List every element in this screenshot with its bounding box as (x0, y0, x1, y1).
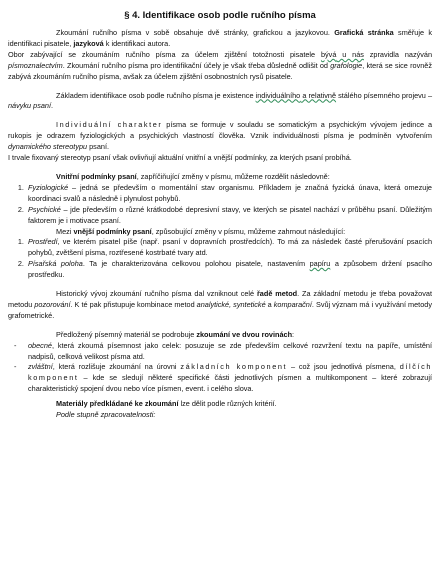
list-item-text: – což jsou jednotlivá písmena, (287, 362, 400, 372)
list-item (26, 259, 432, 281)
text: , způsobující změny v písmu, můžeme zahrnout následující: (151, 226, 346, 236)
text: : (292, 329, 295, 339)
text: . K té pak přistupuje kombinace metod (70, 299, 197, 309)
bold-term: řadě metod (256, 289, 298, 299)
bold-term-linguistic: jazyková (73, 38, 104, 48)
paragraph-external (8, 227, 432, 238)
text: , která se sice rovněž zabývá zkoumáním ručního písma, avšak za účelem zjištění osobnostních rysů pisatele. (8, 60, 432, 81)
list-item-text: – jde především o různé krátkodobé depresivní stavy, ve kterých se pisatel nachází v průběhu psaní. Důležitým faktorem je i motivace psaní. (28, 204, 432, 225)
text: . (51, 101, 54, 111)
italic-term: písmoznalectvím (8, 60, 63, 70)
list-item-text: . Ta je charakterizována celkovou polohou pisatele, nastavením (82, 259, 310, 269)
list-item (26, 205, 432, 227)
list-item-text: – jedná se především o momentální stav organismu. Příkladem je značná fyzická únava, která omezuje koordinaci svalů a následně i plynulost pohybů. (28, 182, 432, 203)
italic-term: analytické, syntetické (196, 299, 266, 309)
text: stálého písemného projevu – (336, 90, 432, 100)
italic-line: Podle stupně zpracovatelnosti: (56, 410, 156, 420)
list-item-label: Psychické (28, 204, 61, 214)
spellcheck-word: individuálního (255, 90, 301, 100)
italic-term: dynamického stereotypu (8, 142, 88, 152)
text: Mezi (56, 226, 74, 236)
text: . Zkoumání ručního písma pro identifikační účely je však třeba důsledně odlišit od (62, 60, 331, 70)
text: směřuje k identifikaci pisatele, (8, 28, 432, 48)
paragraph-internal (8, 172, 432, 183)
list-internal-conditions (8, 183, 432, 227)
list-item-text: , která zkoumá písemnost jako celek: posuzuje se zde především celkové rozvržení textu na papíře, umístění nadpisů, celková velikost písma atd. (28, 340, 432, 361)
text: k identifikaci autora. (103, 38, 171, 48)
text: písma se formuje v souladu se somatickým a psychickým vývojem jedince a rukopis je odrazem fyziologických a psychických vlastností člověka. Vznik individuálnosti písma je podmíněn vytvořením (8, 120, 433, 141)
paragraph-processability (8, 410, 432, 421)
list-item (26, 362, 432, 395)
spellcheck-word: papíru (309, 259, 331, 269)
italic-term: komparační (273, 299, 312, 309)
list-item-text: a způsobem držení psacího prostředku. (28, 259, 432, 280)
list-item (26, 183, 432, 205)
paragraph-fixed: I trvale fixovaný stereotyp psaní však ovlivňují aktuální vnitřní a vnější podmínky, za kterých psaní probíhá. (8, 153, 352, 163)
list-item-text: , která rozlišuje zkoumání na úrovni (52, 362, 181, 372)
spaced-term: základních komponent (180, 362, 288, 372)
bold-term: Vnitřní podmínky psaní (56, 171, 137, 181)
bold-term: zkoumání ve dvou rovinách (196, 329, 293, 339)
bold-term: vnější podmínky psaní (73, 226, 152, 236)
paragraph-individual (8, 120, 432, 153)
text: Zkoumání ručního písma v sobě obsahuje dvě stránky, grafickou a jazykovou. (56, 28, 335, 37)
text: psaní. (87, 142, 109, 152)
list-item-label: obecné (28, 340, 52, 350)
section-title: § 4. Identifikace osob podle ručního písma (124, 10, 316, 21)
text: lze dělit podle různých kritérií. (178, 399, 277, 409)
list-item-text: – kde se sledují některé specifické části jednotlivých písmen a multikomponent – které zobrazují charakteristický spojení dvou nebo více písmen, event. i celého slova. (28, 373, 432, 394)
paragraph-definition (8, 50, 432, 83)
italic-term: grafologie (330, 60, 363, 70)
spaced-term: dílčích komponent (28, 362, 433, 383)
text: zpravidla nazýván (363, 49, 433, 59)
spellcheck-word: u nás (336, 49, 364, 59)
list-item-label: Písařská poloha (28, 259, 83, 269)
spellcheck-word: bývá (320, 49, 337, 59)
list-external-conditions (8, 237, 432, 281)
list-item (26, 237, 432, 259)
list-item-label: Fyziologické (28, 182, 69, 192)
paragraph-basis (8, 91, 432, 113)
list-examination-levels (8, 341, 432, 396)
text: Obor zabývající se zkoumáním ručního písma za účelem zjištění totožnosti pisatele (8, 49, 321, 59)
text: , zapříčiňující změny v písmu, můžeme rozdělit následovně: (136, 171, 330, 181)
list-item (26, 341, 432, 363)
spaced-term: Individuální charakter (56, 120, 163, 130)
text: Historický vývoj zkoumání ručního písma dal vzniknout celé (56, 289, 257, 299)
text: Základem identifikace osob podle ručního písma je existence (56, 90, 256, 100)
text: . Svůj význam má i využívání metody grafometrické. (8, 299, 432, 320)
list-item-label: Prostředí (28, 237, 58, 247)
bold-term: Materiály předkládané ke zkoumání (56, 399, 179, 409)
text: . Za základní metodu je třeba považovat metodu (8, 289, 432, 309)
list-item-label: zvláštní (28, 362, 53, 372)
italic-term: pozorování (34, 299, 71, 309)
list-item-text: , ve kterém pisatel píše (např. psaní v dopravních prostředcích). To má za následek časté přerušování psacích pohybů, zvětšení písma, roztřesené kostrbaté tvary atd. (28, 237, 432, 258)
spellcheck-word: a relativně (300, 90, 337, 100)
paragraph-levels (8, 330, 432, 341)
bold-term-graphic: Grafická stránka (334, 28, 394, 37)
paragraph-materials (8, 399, 432, 410)
text: a (265, 299, 274, 309)
paragraph-intro (8, 28, 432, 50)
paragraph-methods (8, 289, 432, 322)
text: Předložený písemný materiál se podrobuje (56, 329, 197, 339)
italic-term: návyku psaní (8, 101, 51, 111)
